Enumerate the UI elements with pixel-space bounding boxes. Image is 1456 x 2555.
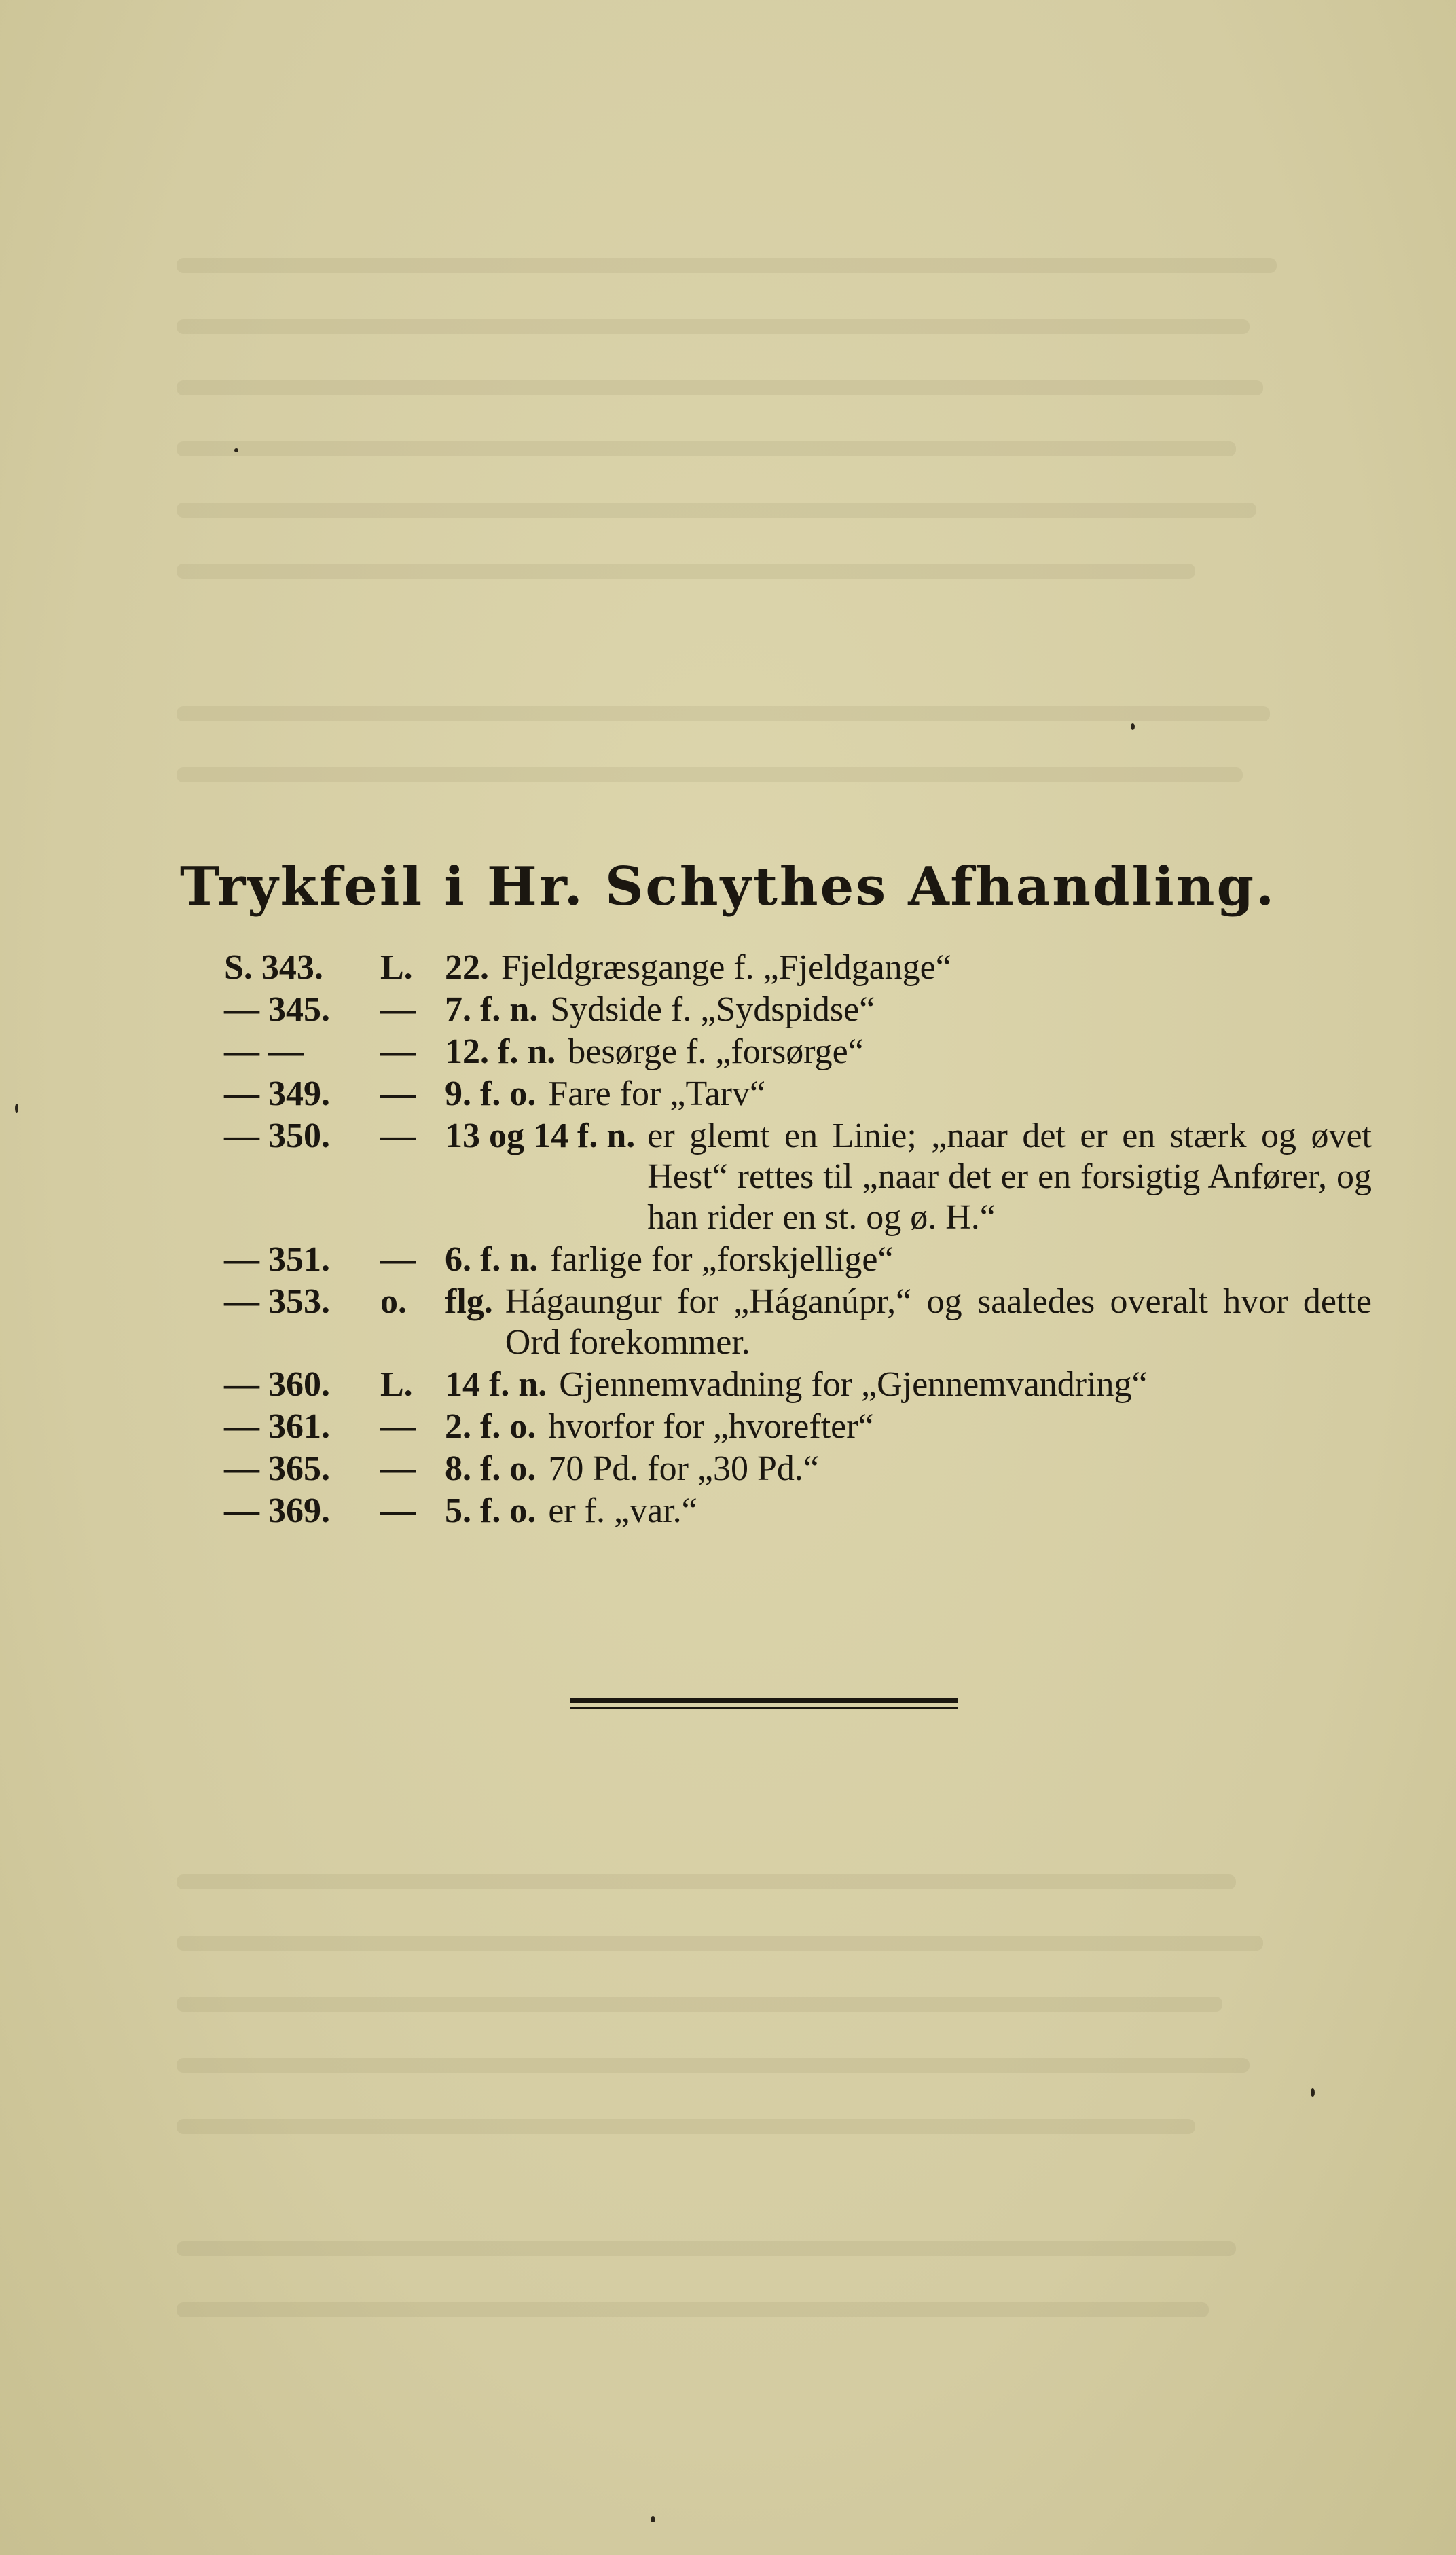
line-marker: —	[380, 1117, 416, 1155]
page-number: — 361.	[224, 1407, 330, 1446]
errata-row	[224, 990, 1372, 1030]
bleed-through-line	[177, 2119, 1195, 2134]
line-marker: —	[380, 1074, 416, 1113]
page-number: — 369.	[224, 1491, 330, 1530]
correction-text: er glemt en Linie; „naar det er en stærk og øvet Hest“ rettes til „naar det er en forsigtig Anfører, og han rider en st. og ø. H.“	[647, 1117, 1372, 1237]
correction-text: Hágaungur for „Háganúpr,“ og saaledes overalt hvor dette Ord forekommer.	[505, 1282, 1372, 1362]
line-position: 7. f. n.	[445, 990, 539, 1029]
correction-text: Fjeldgræsgange f. „Fjeldgange“	[501, 948, 951, 987]
errata-row	[224, 1449, 1372, 1489]
end-rule	[570, 1698, 958, 1709]
correction-text: Fare for „Tarv“	[548, 1074, 766, 1113]
errata-row	[224, 1074, 1372, 1115]
bleed-through-line	[177, 258, 1277, 273]
errata-row	[224, 947, 1372, 988]
line-position: 6. f. n.	[445, 1240, 539, 1279]
page-number: — 350.	[224, 1117, 330, 1155]
paper-speck	[234, 448, 238, 452]
errata-list	[224, 947, 1372, 1533]
bleed-through-line	[177, 380, 1263, 395]
bleed-through-line	[177, 1997, 1222, 2012]
line-position: 8. f. o.	[445, 1449, 536, 1488]
line-position: 13 og 14 f. n.	[445, 1117, 636, 1155]
bleed-through-line	[177, 1936, 1263, 1951]
line-position: 9. f. o.	[445, 1074, 536, 1113]
correction-text: besørge f. „forsørge“	[568, 1032, 864, 1071]
bleed-through-line	[177, 564, 1195, 579]
bleed-through-line	[177, 767, 1243, 782]
line-position: 12. f. n.	[445, 1032, 556, 1071]
bleed-through-line	[177, 441, 1236, 456]
line-marker: —	[380, 1449, 416, 1488]
correction-text: hvorfor for „hvorefter“	[548, 1407, 874, 1446]
line-marker: —	[380, 1240, 416, 1279]
line-marker: o.	[380, 1282, 407, 1321]
rule-thin-line	[570, 1707, 958, 1709]
line-position: flg.	[445, 1282, 493, 1321]
line-position: 2. f. o.	[445, 1407, 536, 1446]
correction-text: 70 Pd. for „30 Pd.“	[548, 1449, 819, 1488]
paper-speck	[651, 2516, 655, 2522]
errata-row	[224, 1282, 1372, 1363]
errata-row	[224, 1116, 1372, 1238]
line-marker: L.	[380, 948, 413, 987]
errata-row	[224, 1239, 1372, 1280]
page-number: S. 343.	[224, 948, 323, 987]
bleed-through-line	[177, 1874, 1236, 1889]
page-number: — —	[224, 1032, 304, 1071]
line-marker: —	[380, 990, 416, 1029]
correction-text: Sydside f. „Sydspidse“	[550, 990, 875, 1029]
line-marker: —	[380, 1407, 416, 1446]
errata-row	[224, 1364, 1372, 1405]
line-position: 5. f. o.	[445, 1491, 536, 1530]
page-number: — 365.	[224, 1449, 330, 1488]
bleed-through-line	[177, 503, 1256, 518]
page-number: — 349.	[224, 1074, 330, 1113]
paper-speck	[1311, 2088, 1315, 2097]
line-marker: —	[380, 1032, 416, 1071]
bleed-through-line	[177, 706, 1270, 721]
bleed-through-line	[177, 319, 1250, 334]
page-number: — 345.	[224, 990, 330, 1029]
errata-row	[224, 1491, 1372, 1532]
paper-speck	[15, 1104, 18, 1113]
correction-text: farlige for „forskjellige“	[550, 1240, 894, 1279]
errata-heading: Trykfeil i Hr. Schythes Afhandling.	[179, 856, 1277, 918]
rule-thick-line	[570, 1698, 958, 1703]
errata-row	[224, 1407, 1372, 1447]
page-number: — 353.	[224, 1282, 330, 1321]
line-marker: —	[380, 1491, 416, 1530]
line-marker: L.	[380, 1365, 413, 1404]
line-position: 14 f. n.	[445, 1365, 547, 1404]
bleed-through-line	[177, 2241, 1236, 2256]
bleed-through-line	[177, 2302, 1209, 2317]
page-number: — 351.	[224, 1240, 330, 1279]
line-position: 22.	[445, 948, 489, 987]
paper-speck	[1131, 723, 1135, 730]
correction-text: er f. „var.“	[548, 1491, 697, 1530]
errata-row	[224, 1032, 1372, 1072]
correction-text: Gjennemvadning for „Gjennemvandring“	[559, 1365, 1148, 1404]
page-number: — 360.	[224, 1365, 330, 1404]
bleed-through-line	[177, 2058, 1250, 2073]
